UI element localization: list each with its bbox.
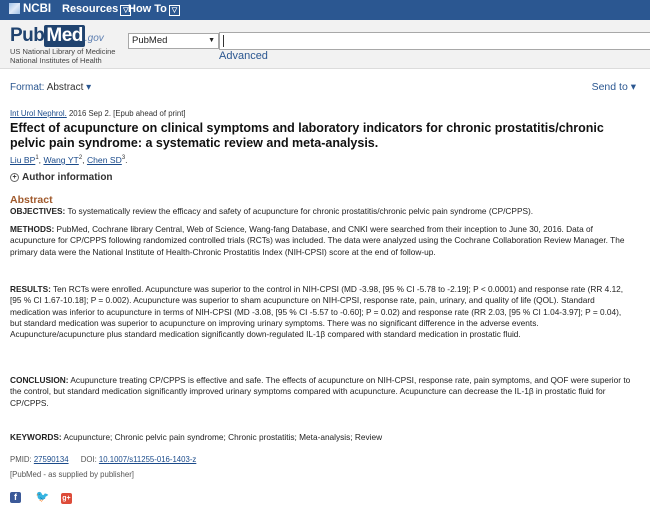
abstract-methods: METHODS: PubMed, Cochrane library Central, Web of Science, Wang-fang Database, and CNKI were searched from their inception to June 30, 2016. Data of acupuncture for CP/CPPS following randomized controlled trials (RCTs) was included. The data were analyzed using the Cochrane Collaboration Review Manager. The primary data were the National Institute of Health-Chronic Prostatitis Index (NIH-CPSI) score at the end of follow-up.	[10, 224, 625, 257]
advanced-search-link[interactable]: Advanced	[219, 50, 268, 62]
author-information-toggle[interactable]: + Author information	[10, 172, 113, 183]
doi-link[interactable]: 10.1007/s11255-016-1403-z	[98, 455, 197, 464]
author-list: Liu $BP^1$, Wang $YT^2$, Chen $SD^3$.	[10, 155, 128, 165]
author-link[interactable]: Liu BP	[10, 155, 36, 165]
nlm-subtitle: US National Library of Medicine National Institutes of Health	[10, 47, 116, 65]
format-dropdown[interactable]: Format: Abstract ▾	[10, 82, 92, 93]
database-select[interactable]: PubMed ▼	[128, 33, 219, 49]
google-plus-icon[interactable]: g+	[62, 495, 71, 502]
howto-menu[interactable]: How To ▽	[128, 3, 180, 16]
abstract-results: RESULTS: Ten RCTs were enrolled. Acupuncture was superior to the control in NIH-CPSI (MD -3.98, [95 % CI -5.78 to -2.19]; P < 0.0001) and response rate (RR 4.12, [95 % CI 1.67-10.18]; P = 0.002). Acupuncture was superior to sham acupuncture on NIH-CPSI, response rate, pain, urinary, and quality of life (QOL). Standard medication was inferior to acupuncture in terms of NIH-CPSI (MD -3.08, [95 % CI -5.57 to -0.60]; P = 0.02) and response rate (RR 2.03, [95 % CI 1.04-3.97]; P = 0.04), but standard medication was superior to acupuncture on improving urinary symptoms. There was no significant difference in the adverse events. Acupuncture/acupuncture plus standard medication significantly down-regulated IL-1β compared with standard medication in prostatic fluid.	[10, 284, 624, 340]
social-share	[10, 487, 82, 505]
ncbi-logo-icon	[9, 3, 20, 14]
pubmed-logo[interactable]: Pub Med .gov	[10, 25, 104, 46]
pmid-link[interactable]: 27590134	[33, 455, 69, 464]
facebook-icon[interactable]: f	[10, 492, 21, 503]
text-cursor	[223, 35, 224, 47]
article-ids: PMID: 27590134 DOI: 10.1007/s11255-016-1403-z	[10, 455, 197, 464]
chevron-down-icon: ▼	[208, 37, 215, 44]
abstract-conclusion: CONCLUSION: Acupuncture treating CP/CPPS is effective and safe. The effects of acupuncture on NIH-CPSI, response rate, pain symptoms, and QOF were superior to the control, but standard medication significantly improved urinary symptoms compared with acupuncture. Acupuncture can decrease the IL-1β in prostatic fluid for CP/CPPS.	[10, 375, 631, 408]
chevron-down-icon: ▾	[630, 81, 636, 93]
article-title: Effect of acupuncture on clinical symptoms and laboratory indicators for chronic prostatitis/chronic pelvic pain syndrome: a systematic review and meta-analysis.	[10, 121, 604, 150]
dropdown-icon: ▽	[120, 5, 131, 16]
abstract-heading: Abstract	[10, 194, 53, 206]
search-input[interactable]	[219, 32, 650, 50]
citation: Int Urol Nephrol. 2016 Sep 2. [Epub ahead of print]	[10, 109, 186, 118]
ncbi-topbar	[0, 0, 650, 20]
keywords: KEYWORDS: Acupuncture; Chronic pelvic pain syndrome; Chronic prostatitis; Meta-analysis; Review	[10, 432, 383, 442]
ncbi-logo[interactable]: NCBI	[9, 3, 51, 15]
resources-menu[interactable]: Resources ▽	[62, 3, 131, 16]
abstract-objectives: OBJECTIVES: To systematically review the efficacy and safety of acupuncture for chronic prostatitis/chronic pelvic pain syndrome (CP/CPPS).	[10, 206, 534, 216]
chevron-down-icon: ▾	[86, 82, 92, 93]
dropdown-icon: ▽	[169, 5, 180, 16]
publication-status: [PubMed - as supplied by publisher]	[10, 470, 134, 479]
twitter-icon[interactable]: 🐦	[35, 491, 50, 503]
send-to-dropdown[interactable]: Send to ▾	[591, 81, 636, 93]
author-link[interactable]: Chen SD	[86, 155, 122, 165]
author-link[interactable]: Wang YT	[43, 155, 79, 165]
journal-link[interactable]: Int Urol Nephrol.	[10, 109, 67, 118]
pubmed-header	[0, 20, 650, 69]
plus-icon: +	[10, 173, 19, 182]
